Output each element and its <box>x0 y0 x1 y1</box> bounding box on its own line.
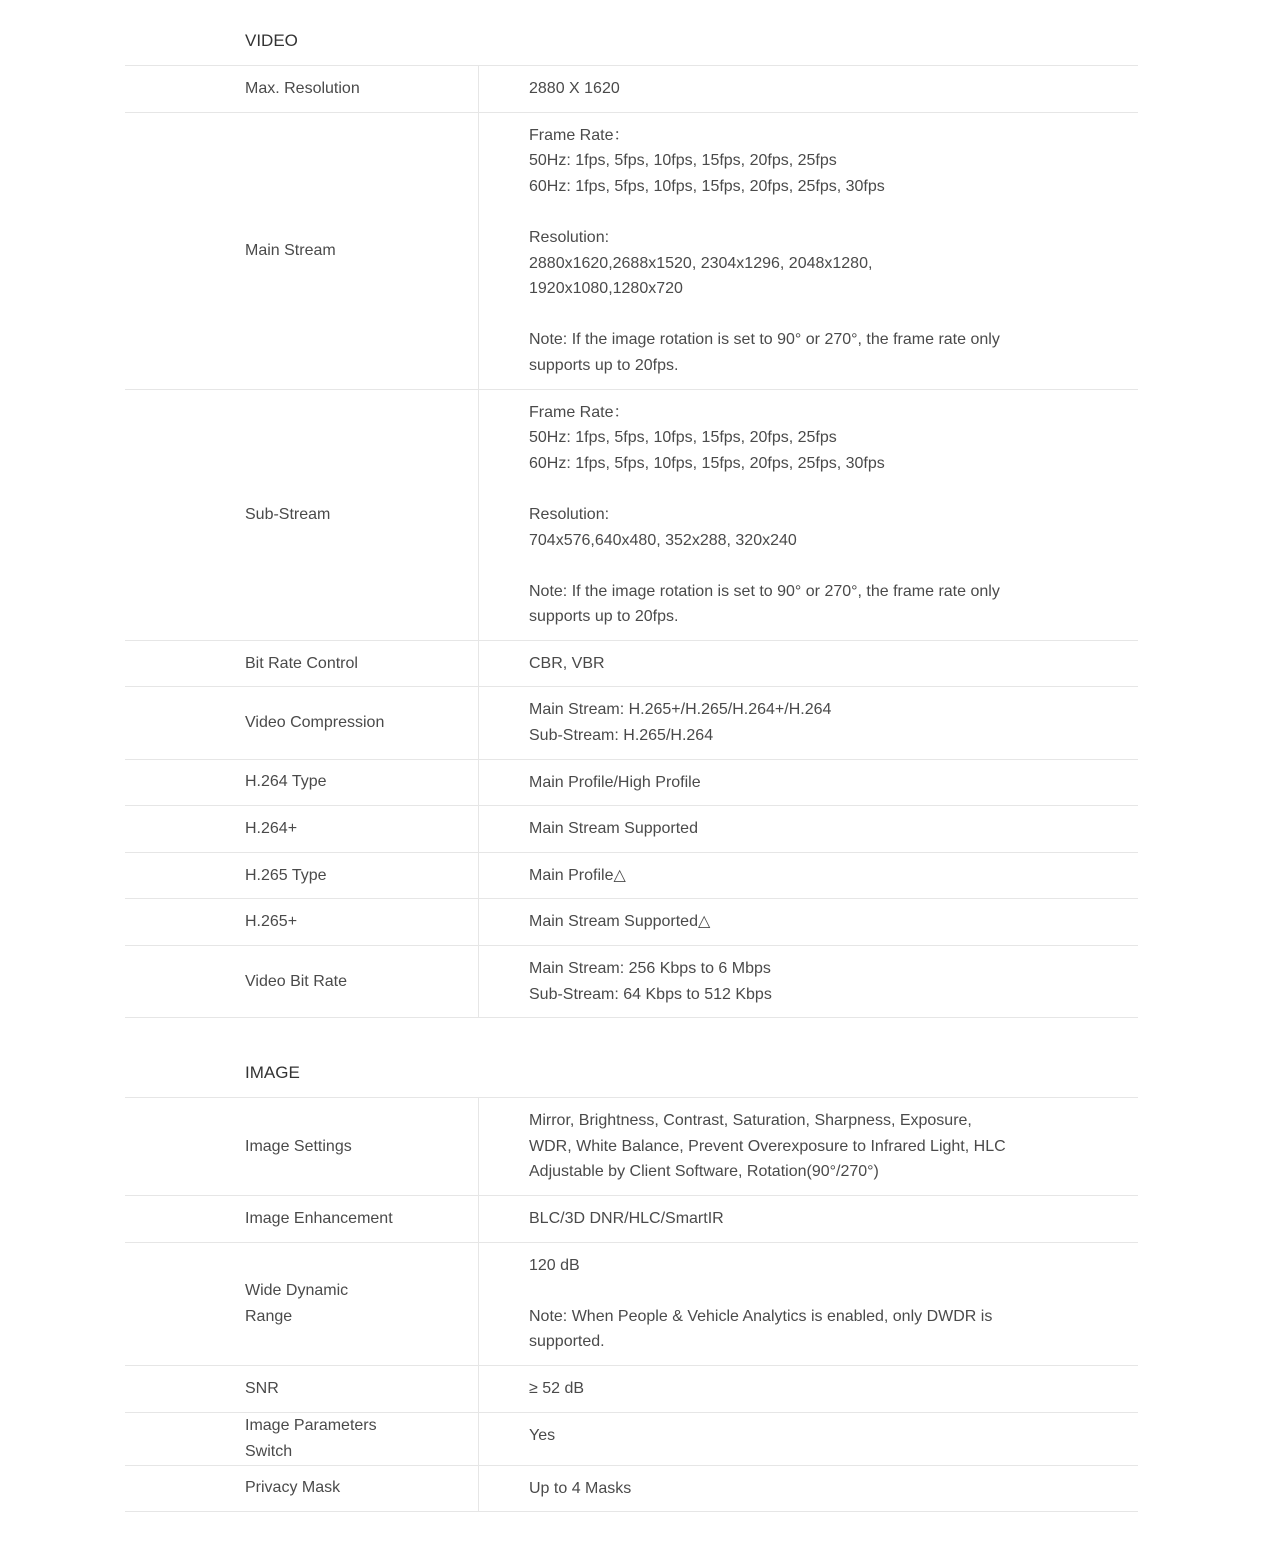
spec-value <box>479 899 1138 945</box>
spec-row <box>125 1243 1138 1366</box>
spec-label <box>125 390 479 640</box>
spec-label-text: H.265 Type <box>245 866 327 884</box>
spec-value <box>479 1196 1138 1242</box>
spec-value-line: BLC/3D DNR/HLC/SmartIR <box>529 1210 724 1227</box>
spec-label-text: Image Enhancement <box>245 1209 393 1227</box>
spec-label-text: H.264+ <box>245 820 298 838</box>
spec-row <box>125 641 1138 688</box>
spec-row <box>125 1466 1138 1513</box>
spec-value <box>479 113 1138 389</box>
spec-value-line: Up to 4 Masks <box>529 1479 632 1497</box>
spec-value <box>479 760 1138 806</box>
spec-label-text: H.265+ <box>245 913 298 931</box>
spec-row <box>125 1366 1138 1413</box>
spec-value <box>479 1243 1138 1365</box>
spec-table <box>125 0 1138 1512</box>
spec-label-line: Switch <box>245 1442 293 1460</box>
spec-value-line: Main Profile△ <box>529 866 626 884</box>
spec-value-line: Sub-Stream: H.265/H.264 <box>529 727 714 745</box>
spec-value <box>479 390 1138 640</box>
spec-value-line: Main Stream Supported <box>529 820 698 838</box>
spec-value-line: Resolution: <box>529 228 610 246</box>
spec-row <box>125 806 1138 853</box>
spec-label-text: Video Bit Rate <box>245 972 347 990</box>
spec-value-line <box>529 1278 1028 1304</box>
spec-value-line: ≥ 52 dB <box>529 1379 585 1397</box>
spec-value <box>479 641 1138 687</box>
spec-value-line: 704x576,640x480, 352x288, 320x240 <box>529 531 797 549</box>
spec-value <box>479 1466 1138 1512</box>
spec-value-line: Adjustable by Client Software, Rotation(90°/270°) <box>529 1163 879 1181</box>
spec-label <box>125 1413 479 1465</box>
section-title-video: VIDEO <box>125 0 1138 66</box>
spec-label-text: H.264 Type <box>245 773 327 791</box>
spec-row <box>125 390 1138 641</box>
spec-row <box>125 899 1138 946</box>
spec-label-text: Bit Rate Control <box>245 654 358 672</box>
spec-value-line: Main Stream: H.265+/H.265/H.264+/H.264 <box>529 701 832 719</box>
spec-label <box>125 853 479 899</box>
spec-value-line: Main Stream Supported△ <box>529 913 711 931</box>
spec-value <box>479 806 1138 852</box>
spec-value-line: 60Hz: 1fps, 5fps, 10fps, 15fps, 20fps, 25fps, 30fps <box>529 454 885 472</box>
section-title-image: IMAGE <box>125 1018 1138 1098</box>
spec-row <box>125 1413 1138 1466</box>
spec-label <box>125 687 479 758</box>
spec-value-line: 60Hz: 1fps, 5fps, 10fps, 15fps, 20fps, 25fps, 30fps <box>529 177 885 195</box>
spec-label-text: Image Settings <box>245 1137 352 1155</box>
spec-label <box>125 946 479 1017</box>
spec-row <box>125 113 1138 390</box>
spec-value <box>479 687 1138 758</box>
spec-value-line <box>529 553 1028 579</box>
spec-label <box>125 1243 479 1365</box>
spec-value-line: CBR, VBR <box>529 654 605 672</box>
spec-value-line: Sub-Stream: 64 Kbps to 512 Kbps <box>529 985 772 1003</box>
spec-row <box>125 1196 1138 1243</box>
spec-value-line <box>529 199 1028 225</box>
spec-value-line: supports up to 20fps. <box>529 608 679 626</box>
spec-value-line: 120 dB <box>529 1256 580 1274</box>
spec-label-text: Sub-Stream <box>245 505 331 523</box>
spec-value-line: Yes <box>529 1426 556 1444</box>
spec-label <box>125 66 479 112</box>
spec-value-line: 50Hz: 1fps, 5fps, 10fps, 15fps, 20fps, 25fps <box>529 152 837 170</box>
spec-value-line <box>529 302 1028 328</box>
spec-value-line: Main Profile/High Profile <box>529 773 701 791</box>
spec-value <box>479 66 1138 112</box>
spec-label-text: Main Stream <box>245 241 336 259</box>
spec-row <box>125 1098 1138 1196</box>
spec-label <box>125 641 479 687</box>
spec-value-line: Frame Rate： <box>529 403 630 421</box>
spec-value-line: 50Hz: 1fps, 5fps, 10fps, 15fps, 20fps, 25fps <box>529 429 837 447</box>
spec-label <box>125 899 479 945</box>
spec-value <box>479 1413 1138 1465</box>
spec-label <box>125 113 479 389</box>
spec-value-line: Mirror, Brightness, Contrast, Saturation, Sharpness, Exposure, <box>529 1112 972 1130</box>
spec-label-text: Max. Resolution <box>245 79 360 97</box>
spec-row <box>125 760 1138 807</box>
spec-value <box>479 1098 1138 1195</box>
spec-value-line: supports up to 20fps. <box>529 356 679 374</box>
spec-value-line: Note: When People & Vehicle Analytics is enabled, only DWDR is <box>529 1307 993 1325</box>
spec-value-line: 1920x1080,1280x720 <box>529 280 683 298</box>
spec-label-text: Privacy Mask <box>245 1479 341 1497</box>
spec-label <box>125 806 479 852</box>
spec-row <box>125 946 1138 1018</box>
spec-value <box>479 853 1138 899</box>
spec-value-line <box>529 476 1028 502</box>
spec-value-line: Frame Rate： <box>529 126 630 144</box>
spec-value <box>479 946 1138 1017</box>
spec-value-line: supported. <box>529 1333 605 1351</box>
spec-value-line: 2880x1620,2688x1520, 2304x1296, 2048x1280, <box>529 254 873 272</box>
spec-label <box>125 1466 479 1512</box>
spec-value-line: 2880 X 1620 <box>529 80 620 97</box>
spec-value-line: Note: If the image rotation is set to 90° or 270°, the frame rate only <box>529 582 1000 600</box>
spec-label <box>125 760 479 806</box>
spec-row <box>125 853 1138 900</box>
spec-value-line: WDR, White Balance, Prevent Overexposure to Infrared Light, HLC <box>529 1137 1006 1155</box>
spec-label <box>125 1366 479 1412</box>
spec-label <box>125 1098 479 1195</box>
spec-value-line: Main Stream: 256 Kbps to 6 Mbps <box>529 960 771 978</box>
spec-row <box>125 66 1138 113</box>
spec-row <box>125 687 1138 759</box>
spec-label-text: Wide Dynamic Range <box>245 1281 349 1325</box>
spec-label-text: Video Compression <box>245 714 385 732</box>
spec-label-line: Image Parameters <box>245 1416 377 1434</box>
spec-label-text: SNR <box>245 1379 279 1397</box>
spec-value <box>479 1366 1138 1412</box>
spec-value-line: Note: If the image rotation is set to 90° or 270°, the frame rate only <box>529 331 1000 349</box>
spec-value-line: Resolution: <box>529 505 610 523</box>
spec-label <box>125 1196 479 1242</box>
